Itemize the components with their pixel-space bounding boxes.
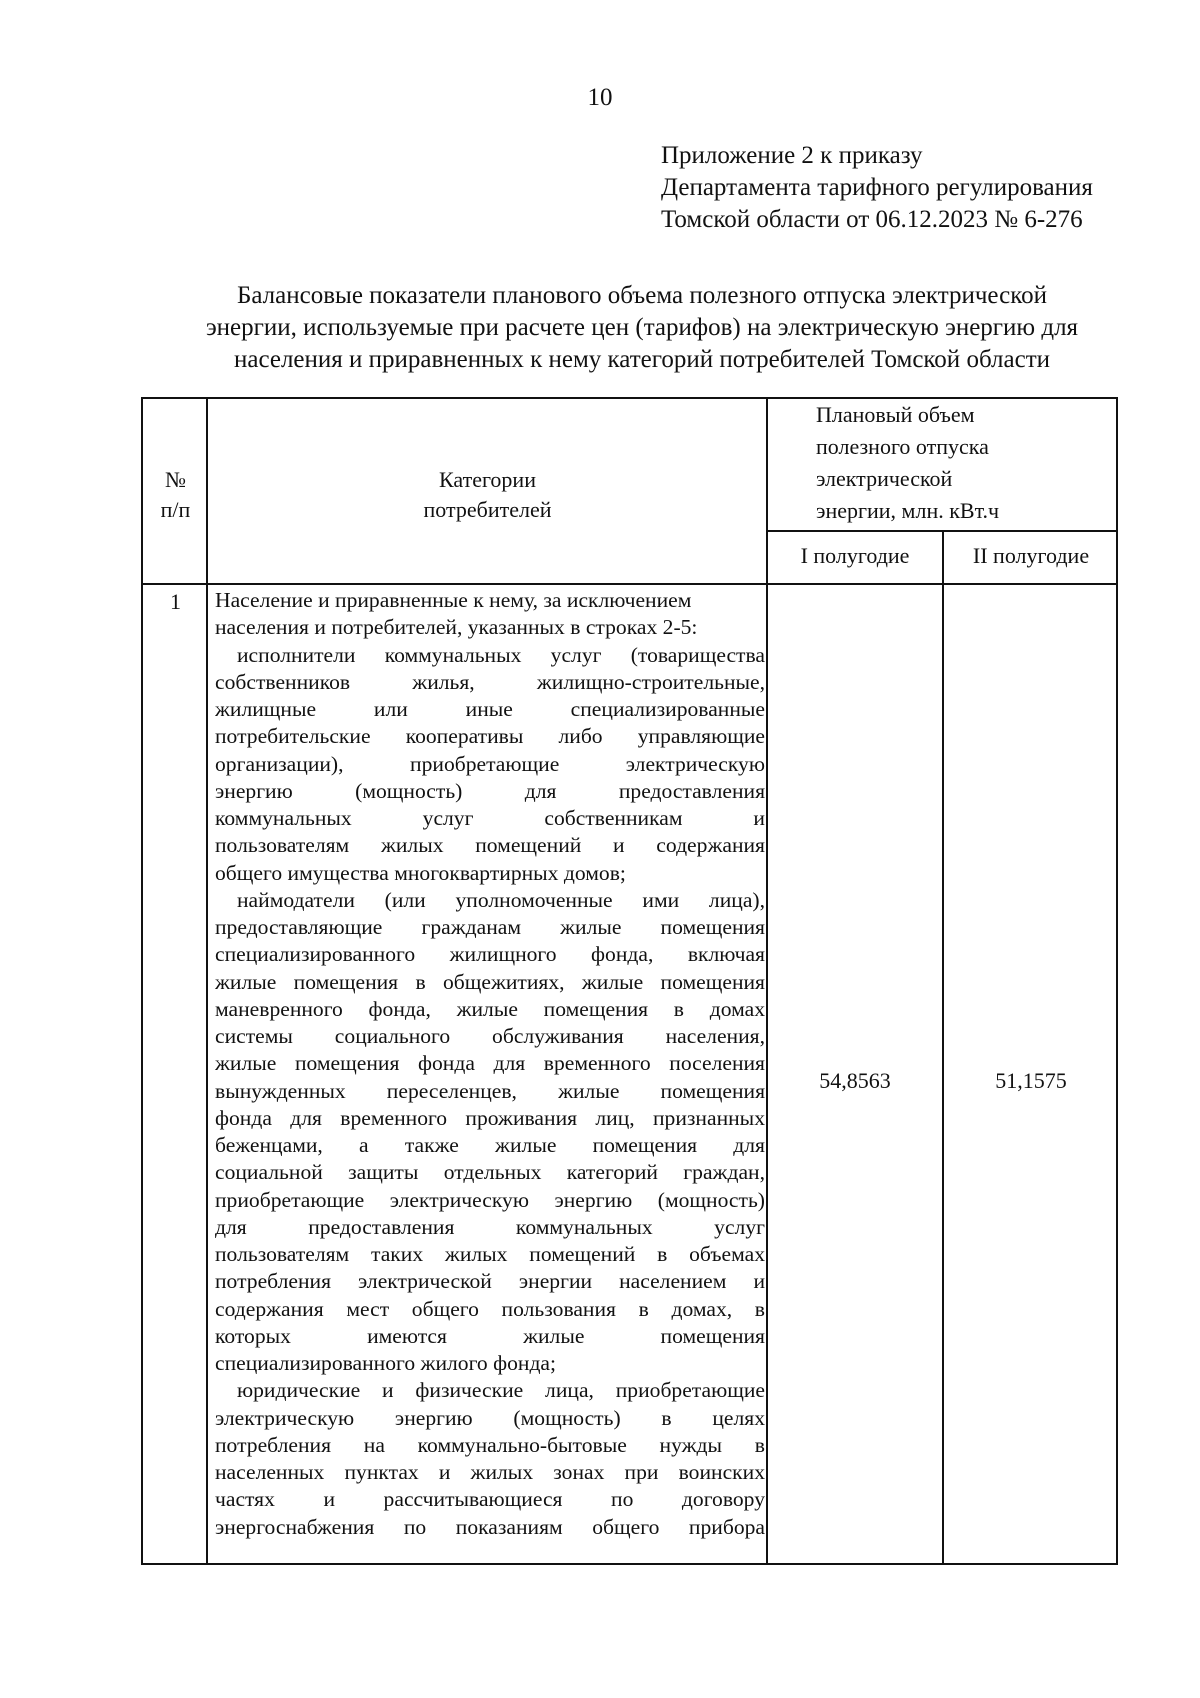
column-divider bbox=[766, 399, 768, 1563]
page-number: 10 bbox=[587, 84, 613, 111]
title-line: населения и приравненных к нему категорий потребителей Томской области bbox=[233, 346, 1051, 373]
column-divider bbox=[942, 530, 944, 1563]
column-header-half-2: II полугодие bbox=[972, 543, 1090, 568]
appendix-header bbox=[661, 140, 1093, 236]
value-half-2: 51,1575 bbox=[995, 1068, 1067, 1093]
title-line: Балансовые показатели планового объема полезного отпуска электрической bbox=[237, 282, 1047, 309]
appendix-line: Департамента тарифного регулирования bbox=[661, 174, 1093, 201]
header-divider bbox=[143, 583, 1116, 585]
column-header-category: Категории потребителей bbox=[423, 467, 552, 522]
category-description: Население и приравненные к нему, за исключением населения и потребителей, указанных в строках 2-5: исполнители коммунальных услуг (товарищества собственников жилья, жилищно-строительные, жилищные или иные специализированные потребительские кооперативы либо управляющие организации), приобретающие электрическую энергию (мощность) для предоставления коммунальных услуг собственникам и пользователям жилых помещений и содержания общего имущества многоквартирных домов; наймодатели (или уполномоченные ими лица), предоставляющие гражданам жилые помещения специализированного жилищного фонда, включая жилые помещения в общежитиях, жилые помещения маневренного фонда, жилые помещения в домах системы социального обслуживания населения, жилые помещения фонда для временного поселения вынужденных переселенцев, жилые помещения фонда для временного проживания лиц, признанных беженцами, а также жилые помещения для социальной защиты отдельных категорий граждан, приобретающие электрическую энергию (мощность) для предоставления коммунальных услуг пользователям таких жилых помещений в объемах потребления электрической энергии населением и содержания мест общего пользования в домах, в которых имеются жилые помещения специализированного жилого фонда; юридические и физические лица, приобретающие электрическую энергию (мощность) в целях потребления на коммунально-бытовые нужды в населенных пунктах и жилых зонах при воинских частях и рассчитывающиеся по договору энергоснабжения по показаниям общего прибора bbox=[215, 588, 765, 1539]
column-header-number: № п/п bbox=[160, 467, 191, 522]
appendix-line: Приложение 2 к приказу bbox=[661, 142, 923, 169]
row-divider bbox=[766, 530, 1116, 532]
title-line: энергии, используемые при расчете цен (тарифов) на электрическую энергию для bbox=[205, 314, 1079, 341]
value-half-1: 54,8563 bbox=[819, 1068, 891, 1093]
column-divider bbox=[206, 399, 208, 1563]
column-header-half-1: I полугодие bbox=[800, 543, 910, 568]
row-number: 1 bbox=[170, 589, 181, 614]
document-title bbox=[142, 280, 1142, 376]
balance-table bbox=[141, 397, 1118, 1565]
column-header-volume: Плановый объем полезного отпуска электрической энергии, млн. кВт.ч bbox=[816, 402, 1000, 523]
appendix-line: Томской области от 06.12.2023 № 6-276 bbox=[661, 206, 1083, 233]
